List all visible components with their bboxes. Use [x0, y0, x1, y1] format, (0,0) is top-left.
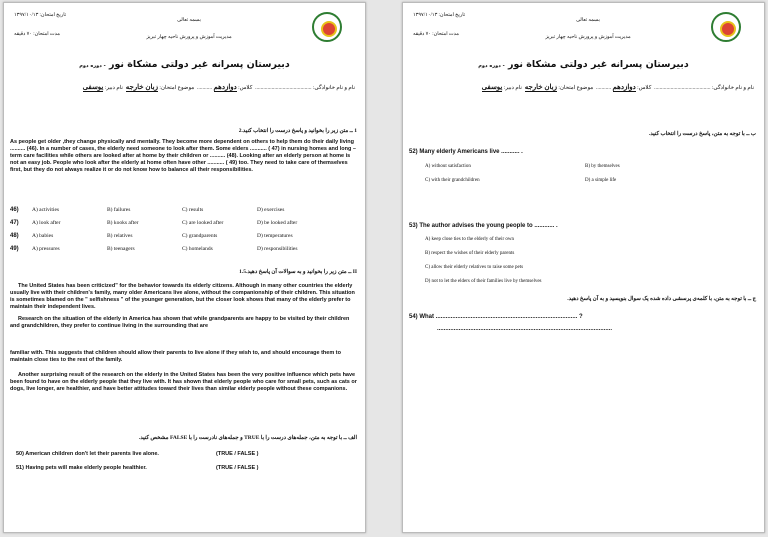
mcq-row: 48) A) babies B) relatives C) grandparents D) temperatures	[10, 232, 293, 239]
option: B) by themselves	[585, 164, 620, 169]
class-label: کلاس:	[238, 85, 253, 91]
school-title: دبیرستان پسرانه غیر دولتی مشکاة نور - دوره دوم	[79, 59, 290, 70]
period-label: - دوره دوم	[478, 63, 505, 69]
mcq-row: 47) A) look after B) kooks after C) are looked after D) be looked after	[10, 219, 298, 226]
option: D) not to let the elders of their families live by themselves	[425, 279, 542, 284]
exam-date: تاریخ امتحان: ۱۳۹۷/۱۰/۱۳	[413, 13, 466, 18]
option: A) without satisfaction	[425, 164, 471, 169]
teacher-value: یوسفی	[82, 83, 104, 91]
section-1-title: 1 ــ متن زیر را بخوانید و پاسخ درست را انتخاب کنید.2	[238, 128, 357, 134]
section-2-title: II ــ متن زیر را بخوانید و به سوالات آن پاسخ دهید.1.5	[239, 269, 357, 275]
section-1	[10, 128, 357, 174]
period-label: - دوره دوم	[79, 63, 106, 69]
grade-value: دوازدهم	[213, 83, 237, 91]
instruction-b: ب ــ با توجه به متن، پاسخ درست را انتخاب کنید.	[648, 131, 756, 137]
q52-options	[409, 164, 756, 183]
reading-paragraph-1: The United States has been criticized" for the behavior towards its elderly citizens. Although in many other countries the elderly usually live with their children's family, many older Americans live alone, without the companionship of their children. This situation is sometimes blamed on the " selfishness " of the younger generation, but the closer look shows that many of the elderly prefer to maintain their independent lives.	[10, 283, 355, 310]
exam-meta	[14, 11, 104, 39]
name-label: نام و نام خانوادگی: .........................................	[255, 85, 355, 91]
question-52: 52) Many elderly Americans live ........... .	[409, 149, 523, 155]
subject-label: موضوع امتحان:	[159, 85, 195, 91]
exam-page-2	[402, 2, 765, 533]
office-name: مدیریت آموزش و پرورش ناحیه چهار تبریز	[146, 35, 232, 40]
option: A) keep close ties to the elderly of their own	[425, 237, 514, 242]
exam-duration: مدت امتحان: ۷۰ دقیقه	[413, 32, 459, 37]
subject-label: موضوع امتحان:	[558, 85, 594, 91]
teacher-value: یوسفی	[481, 83, 503, 91]
question-53-block	[409, 223, 756, 293]
basmala: بسمه تعالی	[177, 18, 201, 23]
tf-question: 50) American children don't let their parents live alone. (TRUE / FALSE )	[16, 451, 259, 457]
question-54: 54) What ..................................................................................... ?	[409, 314, 583, 320]
reading-paragraph-3: familiar with. This suggests that children should allow their parents to live alone if they wish to, and should encourage them to maintain close ties to the rest of the family.	[10, 350, 341, 363]
exam-date: تاریخ امتحان: ۱۳۹۷/۱۰/۱۳	[14, 13, 67, 18]
instruction-c: ج ــ با توجه به متن، با کلمه‌ی پرسشی داده شده یک سوال بنویسید و به آن پاسخ دهید.	[567, 296, 756, 302]
section-b	[409, 131, 756, 183]
tf-question: 51) Having pets will make elderly people healthier. (TRUE / FALSE )	[16, 465, 259, 471]
exam-page-1	[3, 2, 366, 533]
office-name: مدیریت آموزش و پرورش ناحیه چهار تبریز	[545, 35, 631, 40]
question-53: 53) The author advises the young people to ............ .	[409, 223, 558, 229]
section-c	[409, 296, 756, 332]
option: C) with their grandchildren	[425, 178, 480, 183]
answer-line: .........................................................................................................	[437, 326, 613, 332]
option: C) allow their elderly relatives to raise some pets	[425, 265, 524, 270]
reading-paragraph-2: Research on the situation of the elderly in America has shown that while grandparents are happy to be visited by their children and grandchildren, they prefer to continue living in the surrounding that are	[10, 316, 350, 329]
header-center	[124, 16, 254, 42]
cloze-passage: As people get older ,they change physically and mentally. They become more dependent on others to help them do their daily living .......... (46). In a number of cases, the elderly need someone to look after them. Some elders ........... ( 47) in nursing homes and long – term care facilities while others are looked after at home by their children or .......... (48). Looking after an elderly person at home is not an easy job. People who look after the elderly at home often have other ........... ( 49) too. They need to take care of themselves first, but they do not always realize it or do not know how to balance all their responsibilities.	[10, 139, 356, 173]
name-label: نام و نام خانوادگی: .........................................	[654, 85, 754, 91]
reading-paragraph-4: Another surprising result of the research on the elderly in the United States has been the very positive influence which pets have been found to have on the elderly people that they live with. It has shown that elderly people who care for small pets, such as cats or dogs, live longer, are healthier, and have better attitudes toward their lives than similar elderly people without these companions.	[10, 372, 357, 392]
student-info-line: نام و نام خانوادگی: ......................................... کلاس: دوازدهم ........... موضوع امتحان: زبان خارجه نام دبیر: یوسفی	[82, 83, 355, 91]
exam-duration: مدت امتحان: ۷۰ دقیقه	[14, 32, 60, 37]
teacher-label: نام دبیر:	[503, 85, 522, 91]
true-false-section	[10, 435, 357, 479]
grade-value: دوازدهم	[612, 83, 636, 91]
basmala: بسمه تعالی	[576, 18, 600, 23]
mcq-row: 49) A) pressures B) teenagers C) homelands D) responsibilities	[10, 245, 298, 252]
exam-meta	[413, 11, 503, 39]
student-info-line: نام و نام خانوادگی: ......................................... کلاس: دوازدهم ........... موضوع امتحان: زبان خارجه نام دبیر: یوسفی	[481, 83, 754, 91]
school-title: دبیرستان پسرانه غیر دولتی مشکاة نور - دوره دوم	[478, 59, 689, 70]
option: B) respect the wishes of their elderly parents	[425, 251, 515, 256]
header-center	[523, 16, 653, 42]
teacher-label: نام دبیر:	[104, 85, 123, 91]
q53-options	[409, 237, 756, 293]
school-logo-icon	[711, 12, 741, 42]
subject-value: زبان خارجه	[524, 83, 557, 91]
class-label: کلاس:	[637, 85, 652, 91]
option: D) a simple life	[585, 178, 617, 183]
section-2	[10, 269, 357, 393]
school-logo-icon	[312, 12, 342, 42]
tf-instruction: الف ــ با توجه به متن، جمله‌های درست را با TRUE و جمله‌های نادرست را با FALSE مشخص کنید.	[138, 435, 357, 441]
mcq-list	[10, 203, 357, 255]
subject-value: زبان خارجه	[125, 83, 158, 91]
mcq-row: 46) A) activities B) failures C) results D) exercises	[10, 206, 285, 213]
